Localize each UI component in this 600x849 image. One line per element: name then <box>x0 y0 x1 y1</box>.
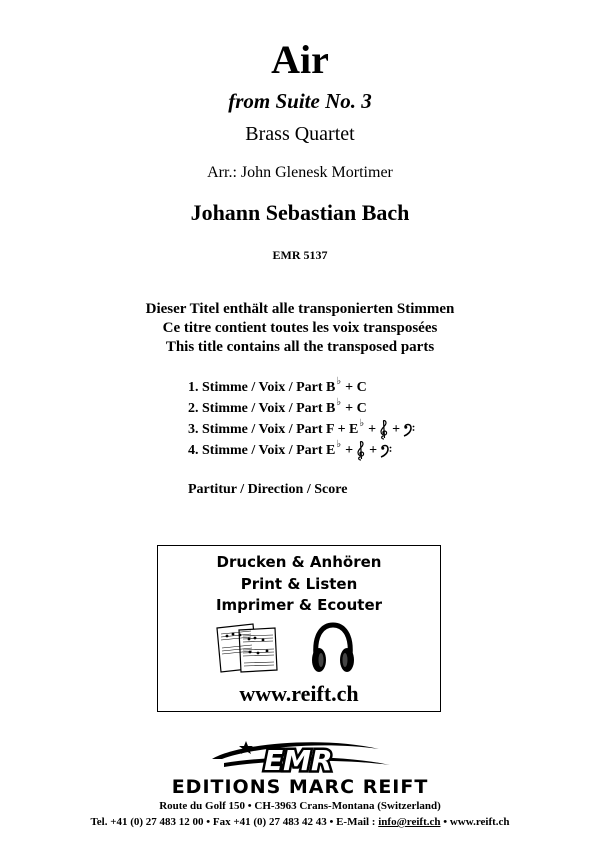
part-label: 1. Stimme / Voix / Part B <box>188 380 336 395</box>
website-url[interactable]: www.reift.ch <box>239 681 359 706</box>
print-listen-box <box>157 545 441 712</box>
flat-icon: ♭ <box>336 397 342 408</box>
treble-clef-icon <box>379 420 389 440</box>
arranger: Arr.: John Glenesk Mortimer <box>207 164 393 181</box>
contact-phone-fax: Tel. +41 (0) 27 483 12 00 • Fax +41 (0) 27 483 42 43 • E-Mail : <box>90 816 379 828</box>
publisher-contact <box>0 815 600 829</box>
part-suffix: + <box>345 443 354 458</box>
transposition-info <box>0 300 600 357</box>
info-english: This title contains all the transposed parts <box>165 339 435 355</box>
promo-line-english: Print & Listen <box>240 575 358 593</box>
part-row-4 <box>188 440 418 461</box>
publisher-address: Route du Golf 150 • CH-3963 Crans-Montana (Switzerland) <box>159 800 441 812</box>
publisher-name: EDITIONS MARC REIFT <box>171 776 429 798</box>
part-suffix: + C <box>345 401 367 416</box>
info-french: Ce titre contient toutes les voix transposées <box>162 320 438 336</box>
score-label: Partitur / Direction / Score <box>188 482 348 497</box>
email-link[interactable]: info@reift.ch <box>378 816 441 828</box>
headphones-icon <box>310 622 356 676</box>
flat-icon: ♭ <box>336 439 342 450</box>
info-german: Dieser Titel enthält alle transponierten Stimmen <box>145 301 455 317</box>
promo-line-french: Imprimer & Ecouter <box>215 596 383 614</box>
part-label: 3. Stimme / Voix / Part F + E <box>188 422 359 437</box>
part-label: 2. Stimme / Voix / Part B <box>188 401 336 416</box>
emr-logo <box>204 737 396 777</box>
bass-clef-icon <box>380 444 392 458</box>
part-suffix: + <box>368 422 377 437</box>
part-row-3 <box>188 419 418 440</box>
ensemble: Brass Quartet <box>245 123 355 145</box>
bass-clef-icon <box>403 423 415 437</box>
part-label: 4. Stimme / Voix / Part E <box>188 443 336 458</box>
part-mid: + <box>392 422 401 437</box>
part-suffix: + C <box>345 380 367 395</box>
parts-list <box>188 377 418 461</box>
subtitle: from Suite No. 3 <box>228 89 372 113</box>
composer: Johann Sebastian Bach <box>190 200 410 225</box>
treble-clef-icon <box>356 441 366 461</box>
part-row-2 <box>188 398 418 419</box>
flat-icon: ♭ <box>359 418 365 429</box>
title: Air <box>271 37 329 82</box>
part-mid: + <box>369 443 378 458</box>
sheet-music-icon <box>213 622 283 674</box>
promo-line-german: Drucken & Anhören <box>216 553 382 571</box>
flat-icon: ♭ <box>336 376 342 387</box>
part-row-1 <box>188 377 418 398</box>
catalog-number: EMR 5137 <box>272 248 328 262</box>
logo-text: EMR <box>264 744 333 777</box>
contact-website: • www.reift.ch <box>440 816 510 828</box>
